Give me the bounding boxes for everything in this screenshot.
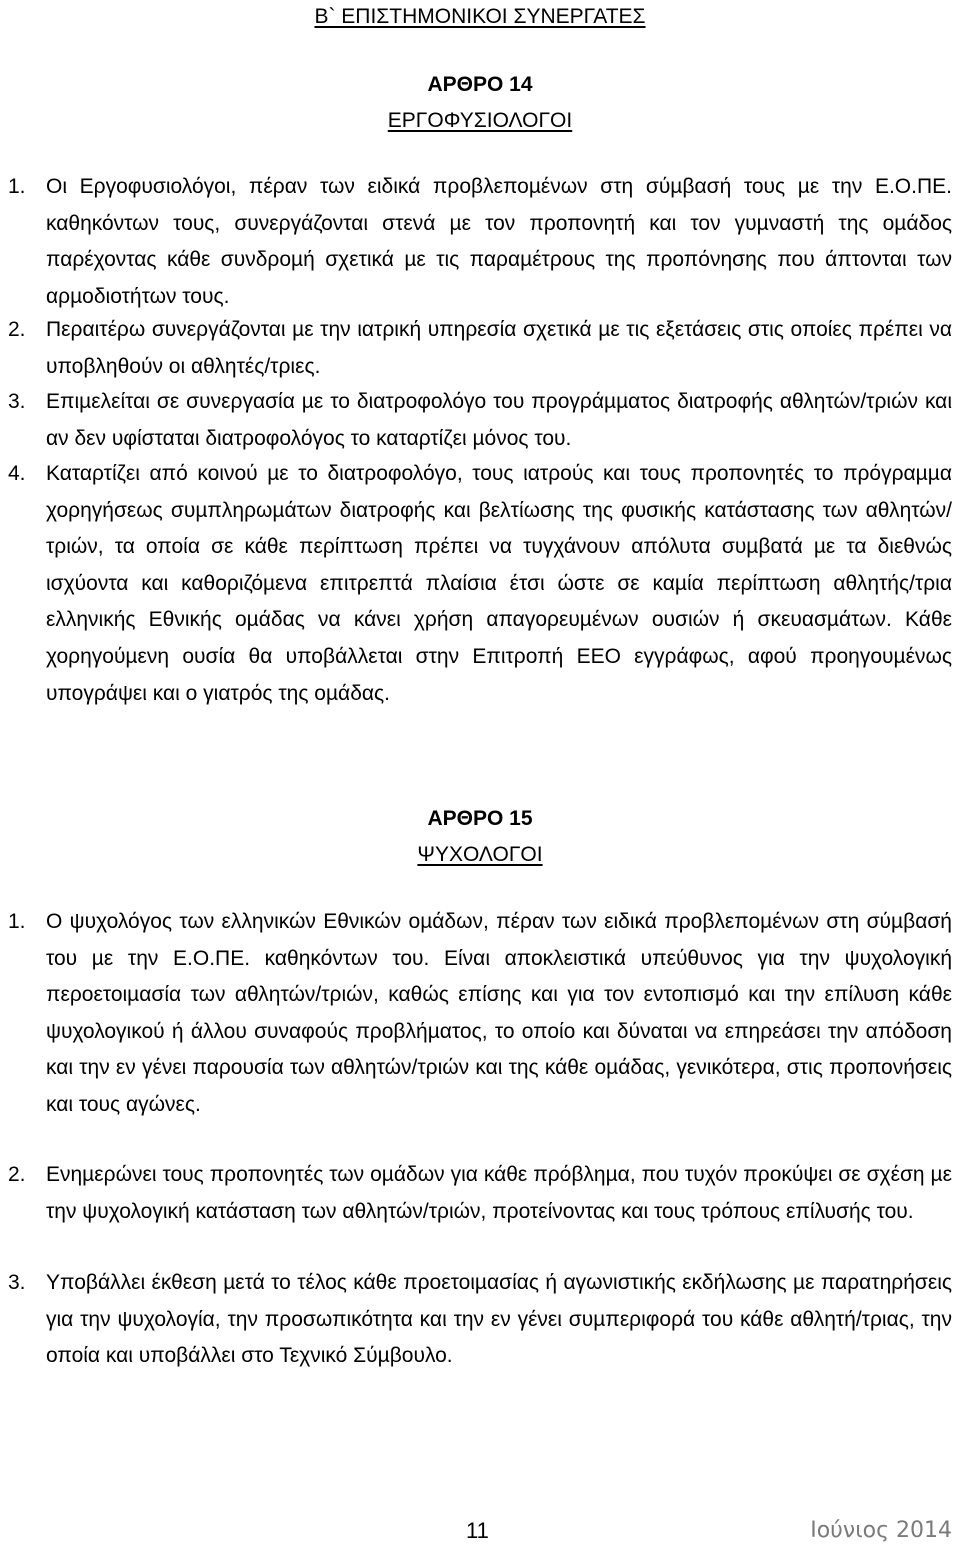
item-number: 1. [8, 910, 26, 933]
item-number: 3. [8, 390, 26, 413]
item-text: Ο ψυχολόγος των ελληνικών Εθνικών οµάδων, πέραν των ειδικά προβλεποµένων στη σύµβασή του µε την Ε.Ο.ΠΕ. καθηκόντων του. Είναι αποκλειστικά υπεύθυνος για την ψυχολογική περοετοιµασία των αθλητών/τριών, καθώς επίσης και για τον εντοπισµό και την επίλυση κάθε ψυχολογικού ή άλλου συναφούς προβλήµατος, το οποίο και δύναται να επηρεάσει την απόδοση και την εν γένει παρουσία των αθλητών/τριών και της κάθε οµάδας, γενικότερα, στις προπονήσεις και τους αγώνες. [46, 910, 952, 1116]
article-15-item-1 [8, 904, 952, 1124]
article-14-item-1 [8, 169, 952, 315]
article-14-title: ΕΡΓΟΦΥΣΙΟΛΟΓΟΙ [387, 109, 573, 132]
item-text: Καταρτίζει από κοινού µε το διατροφολόγο, τους ιατρούς και τους προπονητές το πρόγραµµα χορηγήσεως συµπληρωµάτων διατροφής και βελτίωσης της φυσικής κατάστασης των αθλητών/τριών, τα οποία σε κάθε περίπτωση πρέπει να τυγχάνουν απόλυτα συµβατά µε τα διεθνώς ισχύοντα και καθοριζόµενα επιτρεπτά πλαίσια έτσι ώστε σε καµία περίπτωση αθλητής/τρια ελληνικής Εθνικής οµάδας να κάνει χρήση απαγορευµένων ουσιών ή σκευασµάτων. Κάθε χορηγούµενη ουσία θα υποβάλλεται στην Επιτροπή ΕΕΟ εγγράφως, αφού προηγουµένως υπογράψει και ο γιατρός της οµάδας. [46, 462, 952, 705]
page-number: 11 [466, 1518, 489, 1543]
page-footer [0, 1518, 960, 1552]
item-text: Ενηµερώνει τους προπονητές των οµάδων για κάθε πρόβληµα, που τυχόν προκύψει σε σχέση µε την ψυχολογική κατάσταση των αθλητών/τριών, προτείνοντας και τους τρόπους επίλυσής του. [46, 1163, 952, 1223]
article-15-item-2 [8, 1157, 952, 1230]
item-number: 1. [8, 175, 26, 198]
article-14-item-2 [8, 312, 952, 385]
footer-date: Ιούνιος 2014 [810, 1518, 952, 1543]
article-15-number: ΑΡΘΡΟ 15 [427, 807, 533, 830]
article-15-title: ΨΥΧΟΛΟΓΟΙ [417, 843, 543, 866]
article-14-number: ΑΡΘΡΟ 14 [427, 73, 533, 96]
article-14-item-3 [8, 384, 952, 457]
item-number: 4. [8, 462, 26, 485]
item-number: 2. [8, 318, 26, 341]
item-number: 3. [8, 1271, 26, 1294]
article-14-item-4 [8, 456, 952, 712]
item-text: Οι Εργοφυσιολόγοι, πέραν των ειδικά προβλεποµένων στη σύµβασή τους µε την Ε.Ο.ΠΕ. καθηκόντων τους, συνεργάζονται στενά µε τον προπονητή και τον γυµναστή της οµάδος παρέχοντας κάθε συνδροµή σχετικά µε τις παραµέτρους της προπόνησης που άπτονται των αρµοδιοτήτων τους. [46, 175, 952, 308]
item-text: Επιµελείται σε συνεργασία µε το διατροφολόγο του προγράµµατος διατροφής αθλητών/τριών και αν δεν υφίσταται διατροφολόγος το καταρτίζει µόνος του. [46, 390, 952, 450]
article-15-item-3 [8, 1265, 952, 1375]
section-title: Β` ΕΠΙΣΤΗΜΟΝΙΚΟΙ ΣΥΝΕΡΓΑΤΕΣ [314, 5, 646, 28]
item-text: Υποβάλλει έκθεση µετά το τέλος κάθε προετοιµασίας ή αγωνιστικής εκδήλωσης µε παρατηρήσεις για την ψυχολογία, την προσωπικότητα και την εν γένει συµπεριφορά του κάθε αθλητή/τριας, την οποία και υποβάλλει στο Τεχνικό Σύµβουλο. [46, 1271, 952, 1368]
item-text: Περαιτέρω συνεργάζονται µε την ιατρική υπηρεσία σχετικά µε τις εξετάσεις στις οποίες πρέπει να υποβληθούν οι αθλητές/τριες. [46, 318, 952, 378]
item-number: 2. [8, 1163, 26, 1186]
